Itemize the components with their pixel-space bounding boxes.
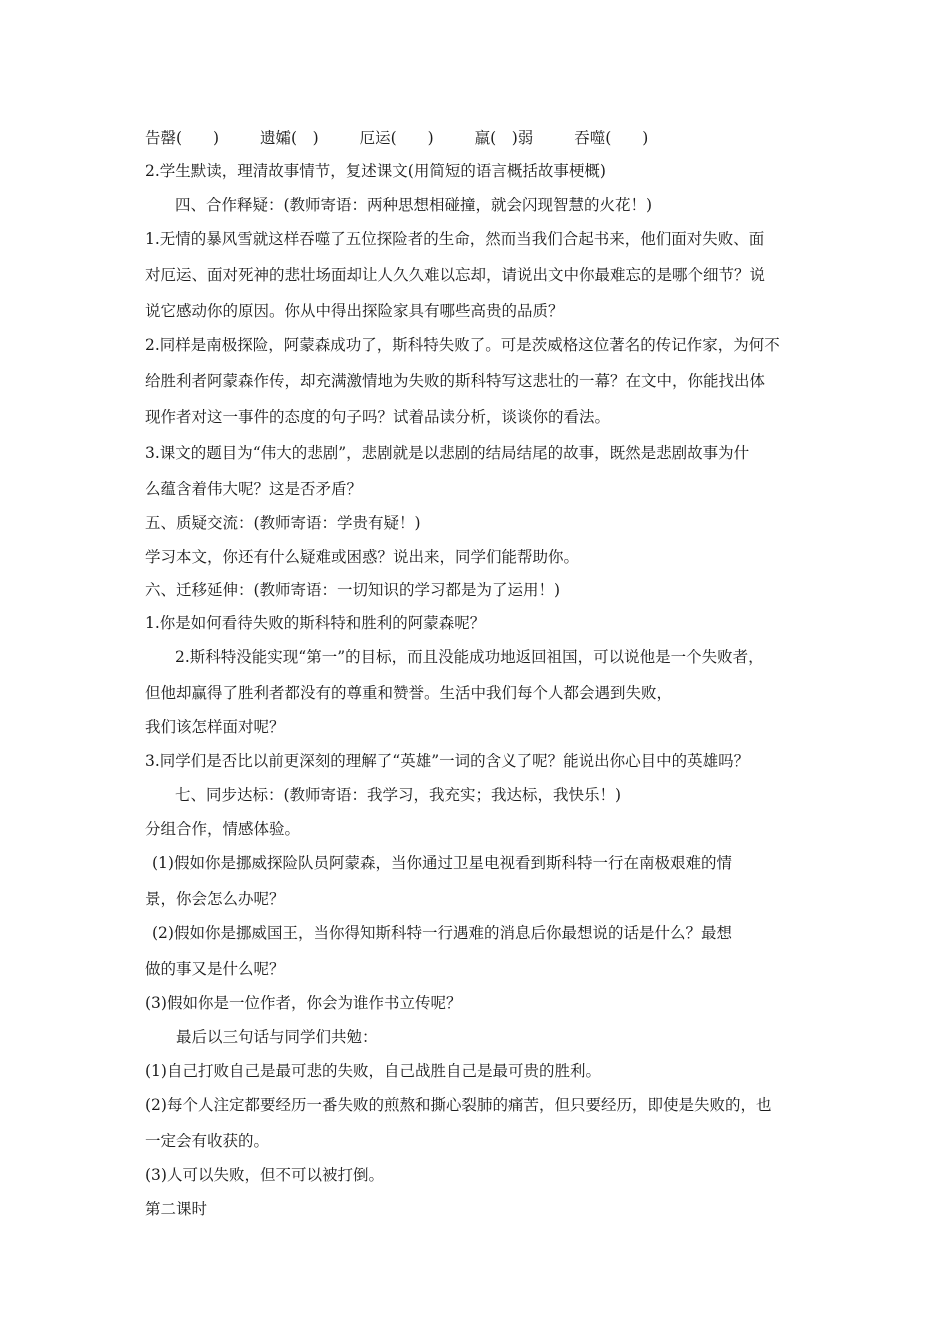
blank-item: 厄运( ) bbox=[359, 129, 434, 147]
paragraph-line: 一定会有收获的。 bbox=[145, 1132, 270, 1150]
paragraph-line: 对厄运、面对死神的悲壮场面却让人久久难以忘却，请说出文中你最难忘的是哪个细节？说 bbox=[145, 266, 766, 284]
paragraph-line: 2.学生默读，理清故事情节，复述课文(用简短的语言概括故事梗概) bbox=[145, 162, 606, 180]
blank-item: 吞噬( ) bbox=[574, 129, 649, 147]
paragraph-line: 学习本文，你还有什么疑难或困惑？说出来，同学们能帮助你。 bbox=[145, 548, 580, 566]
paragraph-line: 么蕴含着伟大呢？这是否矛盾？ bbox=[145, 480, 363, 498]
paragraph-line: 2.同样是南极探险，阿蒙森成功了，斯科特失败了。可是茨威格这位著名的传记作家，为何不 bbox=[145, 336, 780, 354]
paragraph-line: 1.无情的暴风雪就这样吞噬了五位探险者的生命，然而当我们合起书来，他们面对失败、面 bbox=[145, 230, 765, 248]
paragraph-line: 给胜利者阿蒙森作传，却充满激情地为失败的斯科特写这悲壮的一幕？在文中，你能找出体 bbox=[145, 372, 766, 390]
paragraph-line: 我们该怎样面对呢？ bbox=[145, 718, 285, 736]
blank-item: 告罄( ) bbox=[145, 129, 220, 147]
paragraph-line: 景，你会怎么办呢？ bbox=[145, 890, 285, 908]
paragraph-line: 2.斯科特没能实现“第一”的目标，而且没能成功地返回祖国，可以说他是一个失败者， bbox=[175, 648, 764, 666]
paragraph-line: 做的事又是什么呢？ bbox=[145, 960, 285, 978]
paragraph-line: 3.同学们是否比以前更深刻的理解了“英雄”一词的含义了呢？能说出你心目中的英雄吗？ bbox=[145, 752, 750, 770]
section-heading: 五、质疑交流：(教师寄语：学贵有疑！) bbox=[145, 514, 421, 532]
paragraph-line: 最后以三句话与同学们共勉： bbox=[176, 1028, 378, 1046]
section-heading: 四、合作释疑：(教师寄语：两种思想相碰撞，就会闪现智慧的火花！) bbox=[175, 196, 653, 214]
paragraph-line: (3)人可以失败，但不可以被打倒。 bbox=[145, 1166, 384, 1184]
paragraph-line: (3)假如你是一位作者，你会为谁作书立传呢？ bbox=[145, 994, 462, 1012]
vocab-blanks-line bbox=[145, 128, 684, 148]
paragraph-line: (1)自己打败自己是最可悲的失败，自己战胜自己是最可贵的胜利。 bbox=[145, 1062, 601, 1080]
section-heading: 七、同步达标：(教师寄语：我学习，我充实；我达标，我快乐！) bbox=[175, 786, 622, 804]
paragraph-line: (2)假如你是挪威国王，当你得知斯科特一行遇难的消息后你最想说的话是什么？最想 bbox=[152, 924, 732, 942]
paragraph-line: 分组合作，情感体验。 bbox=[145, 820, 301, 838]
paragraph-line: 3.课文的题目为“伟大的悲剧”，悲剧就是以悲剧的结局结尾的故事，既然是悲剧故事为什 bbox=[145, 444, 750, 462]
section-heading: 六、迁移延伸：(教师寄语：一切知识的学习都是为了运用！) bbox=[145, 581, 561, 599]
paragraph-line: 1.你是如何看待失败的斯科特和胜利的阿蒙森呢？ bbox=[145, 614, 486, 632]
blank-item: 羸( )弱 bbox=[474, 129, 534, 147]
section-heading: 第二课时 bbox=[145, 1200, 208, 1218]
paragraph-line: (2)每个人注定都要经历一番失败的煎熬和撕心裂肺的痛苦，但只要经历，即使是失败的，也 bbox=[145, 1096, 772, 1114]
paragraph-line: (1)假如你是挪威探险队员阿蒙森，当你通过卫星电视看到斯科特一行在南极艰难的情 bbox=[152, 854, 732, 872]
paragraph-line: 说它感动你的原因。你从中得出探险家具有哪些高贵的品质？ bbox=[145, 302, 564, 320]
paragraph-line: 现作者对这一事件的态度的句子吗？试着品读分析，谈谈你的看法。 bbox=[145, 408, 611, 426]
blank-item: 遗孀( ) bbox=[260, 129, 319, 147]
paragraph-line: 但他却赢得了胜利者都没有的尊重和赞誉。生活中我们每个人都会遇到失败， bbox=[145, 684, 673, 702]
